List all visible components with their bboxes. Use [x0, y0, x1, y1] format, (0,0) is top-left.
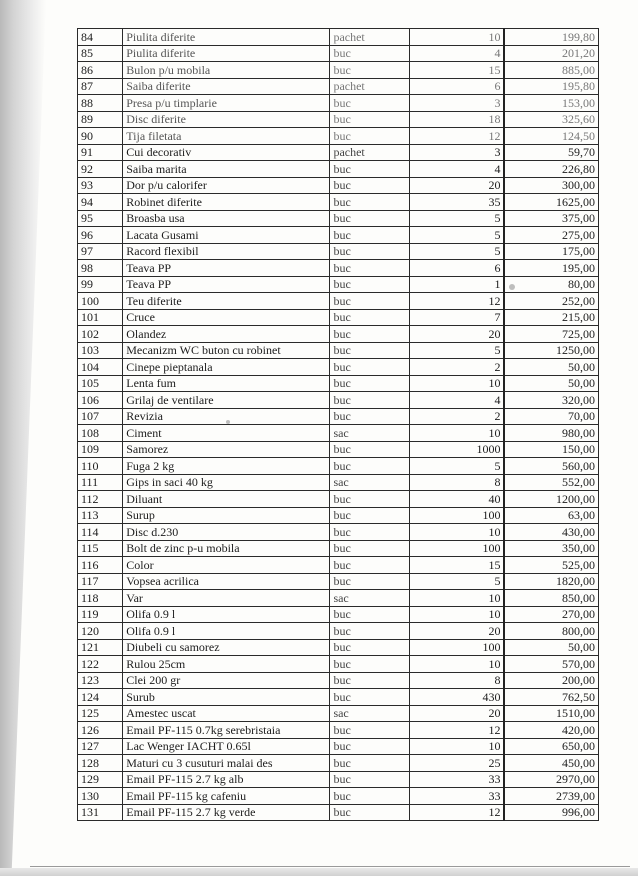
unit-cell: buc	[330, 408, 409, 425]
quantity-cell: 4	[409, 161, 504, 178]
value-cell: 175,00	[504, 243, 598, 260]
unit-cell: buc	[330, 227, 409, 244]
row-number-cell: 121	[78, 639, 123, 656]
value-cell: 1200,00	[504, 491, 598, 508]
item-name-cell: Lenta fum	[123, 375, 330, 392]
item-name-cell: Bulon p/u mobila	[123, 62, 330, 79]
table-row	[78, 557, 599, 574]
table-row	[78, 705, 599, 722]
value-cell: 350,00	[504, 540, 598, 557]
table-row	[78, 408, 599, 425]
item-name-cell: Var	[123, 590, 330, 607]
unit-cell: buc	[330, 161, 409, 178]
item-name-cell: Email PF-115 2.7 kg alb	[123, 771, 330, 788]
item-name-cell: Saiba diferite	[123, 78, 330, 95]
unit-cell: sac	[330, 590, 409, 607]
unit-cell: buc	[330, 656, 409, 673]
item-name-cell: Teava PP	[123, 276, 330, 293]
value-cell: 50,00	[504, 639, 598, 656]
table-row	[78, 144, 599, 161]
quantity-cell: 10	[409, 29, 504, 46]
quantity-cell: 100	[409, 507, 504, 524]
row-number-cell: 114	[78, 524, 123, 541]
table-row	[78, 78, 599, 95]
item-name-cell: Ciment	[123, 425, 330, 442]
row-number-cell: 89	[78, 111, 123, 128]
quantity-cell: 430	[409, 689, 504, 706]
quantity-cell: 20	[409, 177, 504, 194]
unit-cell: buc	[330, 62, 409, 79]
row-number-cell: 103	[78, 342, 123, 359]
unit-cell: buc	[330, 194, 409, 211]
quantity-cell: 20	[409, 705, 504, 722]
quantity-cell: 1000	[409, 441, 504, 458]
table-row	[78, 573, 599, 590]
value-cell: 80,00	[504, 276, 598, 293]
item-name-cell: Amestec uscat	[123, 705, 330, 722]
unit-cell: pachet	[330, 144, 409, 161]
unit-cell: sac	[330, 705, 409, 722]
value-cell: 300,00	[504, 177, 598, 194]
quantity-cell: 5	[409, 210, 504, 227]
value-cell: 996,00	[504, 804, 598, 821]
unit-cell: buc	[330, 458, 409, 475]
row-number-cell: 106	[78, 392, 123, 409]
row-number-cell: 94	[78, 194, 123, 211]
item-name-cell: Cui decorativ	[123, 144, 330, 161]
quantity-cell: 5	[409, 227, 504, 244]
item-name-cell: Rulou 25cm	[123, 656, 330, 673]
table-row	[78, 128, 599, 145]
row-number-cell: 87	[78, 78, 123, 95]
unit-cell: buc	[330, 243, 409, 260]
table-row	[78, 45, 599, 62]
unit-cell: buc	[330, 210, 409, 227]
value-cell: 153,00	[504, 95, 598, 112]
unit-cell: buc	[330, 540, 409, 557]
table-row	[78, 293, 599, 310]
unit-cell: buc	[330, 606, 409, 623]
unit-cell: pachet	[330, 78, 409, 95]
unit-cell: buc	[330, 672, 409, 689]
quantity-cell: 15	[409, 62, 504, 79]
quantity-cell: 3	[409, 144, 504, 161]
unit-cell: buc	[330, 771, 409, 788]
value-cell: 762,50	[504, 689, 598, 706]
table-row	[78, 804, 599, 821]
row-number-cell: 96	[78, 227, 123, 244]
value-cell: 124,50	[504, 128, 598, 145]
quantity-cell: 100	[409, 540, 504, 557]
quantity-cell: 20	[409, 326, 504, 343]
item-name-cell: Cinepe pieptanala	[123, 359, 330, 376]
quantity-cell: 5	[409, 342, 504, 359]
row-number-cell: 110	[78, 458, 123, 475]
quantity-cell: 15	[409, 557, 504, 574]
quantity-cell: 3	[409, 95, 504, 112]
unit-cell: buc	[330, 804, 409, 821]
quantity-cell: 4	[409, 392, 504, 409]
inventory-table	[77, 28, 599, 821]
quantity-cell: 35	[409, 194, 504, 211]
quantity-cell: 8	[409, 672, 504, 689]
value-cell: 525,00	[504, 557, 598, 574]
unit-cell: buc	[330, 293, 409, 310]
row-number-cell: 122	[78, 656, 123, 673]
unit-cell: buc	[330, 45, 409, 62]
row-number-cell: 119	[78, 606, 123, 623]
value-cell: 980,00	[504, 425, 598, 442]
table-row	[78, 639, 599, 656]
inventory-table-body	[78, 29, 599, 821]
quantity-cell: 10	[409, 425, 504, 442]
value-cell: 63,00	[504, 507, 598, 524]
unit-cell: buc	[330, 507, 409, 524]
table-row	[78, 507, 599, 524]
unit-cell: buc	[330, 557, 409, 574]
table-row	[78, 606, 599, 623]
unit-cell: buc	[330, 95, 409, 112]
table-row	[78, 524, 599, 541]
unit-cell: buc	[330, 722, 409, 739]
unit-cell: buc	[330, 689, 409, 706]
item-name-cell: Samorez	[123, 441, 330, 458]
table-row	[78, 227, 599, 244]
item-name-cell: Email PF-115 2.7 kg verde	[123, 804, 330, 821]
row-number-cell: 127	[78, 738, 123, 755]
value-cell: 430,00	[504, 524, 598, 541]
quantity-cell: 10	[409, 524, 504, 541]
value-cell: 200,00	[504, 672, 598, 689]
unit-cell: buc	[330, 342, 409, 359]
quantity-cell: 5	[409, 573, 504, 590]
table-row	[78, 474, 599, 491]
table-row	[78, 359, 599, 376]
table-row	[78, 590, 599, 607]
row-number-cell: 101	[78, 309, 123, 326]
value-cell: 420,00	[504, 722, 598, 739]
item-name-cell: Tija filetata	[123, 128, 330, 145]
unit-cell: buc	[330, 491, 409, 508]
unit-cell: buc	[330, 276, 409, 293]
table-row	[78, 243, 599, 260]
value-cell: 252,00	[504, 293, 598, 310]
row-number-cell: 112	[78, 491, 123, 508]
value-cell: 1250,00	[504, 342, 598, 359]
item-name-cell: Lacata Gusami	[123, 227, 330, 244]
table-row	[78, 623, 599, 640]
unit-cell: buc	[330, 788, 409, 805]
unit-cell: buc	[330, 623, 409, 640]
quantity-cell: 8	[409, 474, 504, 491]
table-row	[78, 210, 599, 227]
row-number-cell: 124	[78, 689, 123, 706]
value-cell: 850,00	[504, 590, 598, 607]
item-name-cell: Color	[123, 557, 330, 574]
item-name-cell: Teava PP	[123, 260, 330, 277]
row-number-cell: 115	[78, 540, 123, 557]
unit-cell: buc	[330, 326, 409, 343]
value-cell: 375,00	[504, 210, 598, 227]
table-row	[78, 738, 599, 755]
quantity-cell: 2	[409, 359, 504, 376]
value-cell: 320,00	[504, 392, 598, 409]
row-number-cell: 107	[78, 408, 123, 425]
item-name-cell: Bolt de zinc p-u mobila	[123, 540, 330, 557]
row-number-cell: 116	[78, 557, 123, 574]
unit-cell: sac	[330, 474, 409, 491]
row-number-cell: 97	[78, 243, 123, 260]
value-cell: 275,00	[504, 227, 598, 244]
table-row	[78, 375, 599, 392]
table-row	[78, 392, 599, 409]
row-number-cell: 109	[78, 441, 123, 458]
row-number-cell: 91	[78, 144, 123, 161]
quantity-cell: 10	[409, 738, 504, 755]
value-cell: 450,00	[504, 755, 598, 772]
quantity-cell: 2	[409, 408, 504, 425]
item-name-cell: Cruce	[123, 309, 330, 326]
table-row	[78, 111, 599, 128]
quantity-cell: 7	[409, 309, 504, 326]
row-number-cell: 104	[78, 359, 123, 376]
table-row	[78, 540, 599, 557]
value-cell: 226,80	[504, 161, 598, 178]
scan-smudge	[509, 284, 515, 290]
quantity-cell: 10	[409, 590, 504, 607]
unit-cell: buc	[330, 573, 409, 590]
row-number-cell: 95	[78, 210, 123, 227]
table-row	[78, 29, 599, 46]
item-name-cell: Surub	[123, 689, 330, 706]
table-row	[78, 342, 599, 359]
table-row	[78, 788, 599, 805]
item-name-cell: Teu diferite	[123, 293, 330, 310]
unit-cell: buc	[330, 111, 409, 128]
item-name-cell: Diubeli cu samorez	[123, 639, 330, 656]
row-number-cell: 92	[78, 161, 123, 178]
unit-cell: buc	[330, 392, 409, 409]
value-cell: 70,00	[504, 408, 598, 425]
quantity-cell: 12	[409, 128, 504, 145]
unit-cell: buc	[330, 260, 409, 277]
item-name-cell: Grilaj de ventilare	[123, 392, 330, 409]
item-name-cell: Diluant	[123, 491, 330, 508]
value-cell: 1510,00	[504, 705, 598, 722]
table-row	[78, 755, 599, 772]
unit-cell: buc	[330, 177, 409, 194]
item-name-cell: Revizia	[123, 408, 330, 425]
item-name-cell: Piulita diferite	[123, 29, 330, 46]
unit-cell: buc	[330, 128, 409, 145]
row-number-cell: 86	[78, 62, 123, 79]
row-number-cell: 84	[78, 29, 123, 46]
item-name-cell: Lac Wenger IACHT 0.65l	[123, 738, 330, 755]
quantity-cell: 33	[409, 788, 504, 805]
item-name-cell: Dor p/u calorifer	[123, 177, 330, 194]
row-number-cell: 131	[78, 804, 123, 821]
item-name-cell: Racord flexibil	[123, 243, 330, 260]
table-row	[78, 276, 599, 293]
table-row	[78, 491, 599, 508]
row-number-cell: 123	[78, 672, 123, 689]
item-name-cell: Olifa 0.9 l	[123, 623, 330, 640]
table-row	[78, 656, 599, 673]
quantity-cell: 1	[409, 276, 504, 293]
table-row	[78, 260, 599, 277]
value-cell: 725,00	[504, 326, 598, 343]
item-name-cell: Email PF-115 0.7kg serebristaia	[123, 722, 330, 739]
value-cell: 199,80	[504, 29, 598, 46]
row-number-cell: 113	[78, 507, 123, 524]
table-row	[78, 194, 599, 211]
value-cell: 2739,00	[504, 788, 598, 805]
row-number-cell: 100	[78, 293, 123, 310]
value-cell: 195,00	[504, 260, 598, 277]
table-row	[78, 771, 599, 788]
unit-cell: pachet	[330, 29, 409, 46]
row-number-cell: 117	[78, 573, 123, 590]
item-name-cell: Presa p/u timplarie	[123, 95, 330, 112]
unit-cell: buc	[330, 755, 409, 772]
table-row	[78, 425, 599, 442]
quantity-cell: 33	[409, 771, 504, 788]
value-cell: 150,00	[504, 441, 598, 458]
unit-cell: buc	[330, 375, 409, 392]
item-name-cell: Vopsea acrilica	[123, 573, 330, 590]
row-number-cell: 118	[78, 590, 123, 607]
item-name-cell: Broasba usa	[123, 210, 330, 227]
value-cell: 800,00	[504, 623, 598, 640]
table-row	[78, 441, 599, 458]
value-cell: 552,00	[504, 474, 598, 491]
table-row	[78, 161, 599, 178]
value-cell: 885,00	[504, 62, 598, 79]
value-cell: 59,70	[504, 144, 598, 161]
value-cell: 560,00	[504, 458, 598, 475]
item-name-cell: Gips in saci 40 kg	[123, 474, 330, 491]
unit-cell: buc	[330, 639, 409, 656]
quantity-cell: 12	[409, 293, 504, 310]
row-number-cell: 130	[78, 788, 123, 805]
item-name-cell: Disc diferite	[123, 111, 330, 128]
unit-cell: sac	[330, 425, 409, 442]
scan-smudge	[226, 420, 230, 424]
row-number-cell: 120	[78, 623, 123, 640]
item-name-cell: Olandez	[123, 326, 330, 343]
quantity-cell: 20	[409, 623, 504, 640]
row-number-cell: 125	[78, 705, 123, 722]
row-number-cell: 126	[78, 722, 123, 739]
unit-cell: buc	[330, 524, 409, 541]
quantity-cell: 6	[409, 78, 504, 95]
row-number-cell: 102	[78, 326, 123, 343]
value-cell: 1820,00	[504, 573, 598, 590]
value-cell: 325,60	[504, 111, 598, 128]
quantity-cell: 12	[409, 804, 504, 821]
row-number-cell: 88	[78, 95, 123, 112]
quantity-cell: 25	[409, 755, 504, 772]
row-number-cell: 98	[78, 260, 123, 277]
value-cell: 570,00	[504, 656, 598, 673]
item-name-cell: Clei 200 gr	[123, 672, 330, 689]
item-name-cell: Fuga 2 kg	[123, 458, 330, 475]
quantity-cell: 10	[409, 375, 504, 392]
table-row	[78, 672, 599, 689]
table-row	[78, 177, 599, 194]
table-row	[78, 326, 599, 343]
value-cell: 50,00	[504, 359, 598, 376]
unit-cell: buc	[330, 441, 409, 458]
quantity-cell: 10	[409, 606, 504, 623]
table-row	[78, 458, 599, 475]
row-number-cell: 93	[78, 177, 123, 194]
row-number-cell: 108	[78, 425, 123, 442]
row-number-cell: 129	[78, 771, 123, 788]
value-cell: 2970,00	[504, 771, 598, 788]
quantity-cell: 4	[409, 45, 504, 62]
value-cell: 50,00	[504, 375, 598, 392]
row-number-cell: 111	[78, 474, 123, 491]
item-name-cell: Olifa 0.9 l	[123, 606, 330, 623]
item-name-cell: Maturi cu 3 cusuturi malai des	[123, 755, 330, 772]
value-cell: 215,00	[504, 309, 598, 326]
item-name-cell: Saiba marita	[123, 161, 330, 178]
row-number-cell: 90	[78, 128, 123, 145]
item-name-cell: Email PF-115 kg cafeniu	[123, 788, 330, 805]
table-row	[78, 95, 599, 112]
quantity-cell: 10	[409, 656, 504, 673]
unit-cell: buc	[330, 359, 409, 376]
item-name-cell: Disc d.230	[123, 524, 330, 541]
scan-bottom-shade	[0, 868, 638, 876]
table-row	[78, 309, 599, 326]
row-number-cell: 85	[78, 45, 123, 62]
quantity-cell: 100	[409, 639, 504, 656]
value-cell: 650,00	[504, 738, 598, 755]
item-name-cell: Piulita diferite	[123, 45, 330, 62]
table-row	[78, 689, 599, 706]
unit-cell: buc	[330, 309, 409, 326]
row-number-cell: 99	[78, 276, 123, 293]
item-name-cell: Robinet diferite	[123, 194, 330, 211]
quantity-cell: 18	[409, 111, 504, 128]
row-number-cell: 105	[78, 375, 123, 392]
table-row	[78, 722, 599, 739]
value-cell: 1625,00	[504, 194, 598, 211]
value-cell: 270,00	[504, 606, 598, 623]
item-name-cell: Mecanizm WC buton cu robinet	[123, 342, 330, 359]
quantity-cell: 5	[409, 243, 504, 260]
quantity-cell: 6	[409, 260, 504, 277]
quantity-cell: 40	[409, 491, 504, 508]
page-bottom-line	[30, 866, 630, 867]
value-cell: 201,20	[504, 45, 598, 62]
item-name-cell: Surup	[123, 507, 330, 524]
scan-edge-shadow	[0, 0, 46, 876]
table-row	[78, 62, 599, 79]
quantity-cell: 12	[409, 722, 504, 739]
value-cell: 195,80	[504, 78, 598, 95]
unit-cell: buc	[330, 738, 409, 755]
quantity-cell: 5	[409, 458, 504, 475]
row-number-cell: 128	[78, 755, 123, 772]
